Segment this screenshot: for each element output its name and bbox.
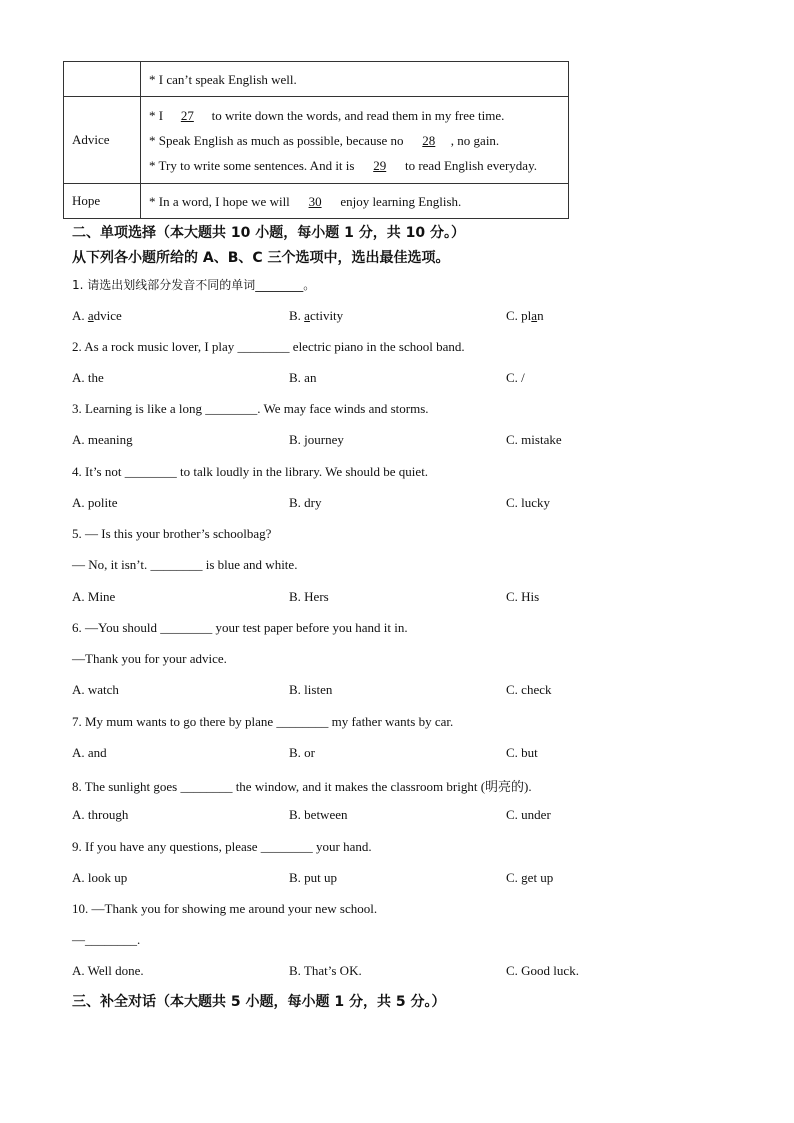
question-stem: 5. — Is this your brother’s schoolbag? xyxy=(72,526,272,541)
question-stem: 2. As a rock music lover, I play ________ electric piano in the school band. xyxy=(72,339,465,354)
notes-table xyxy=(63,61,569,219)
line-text: * In a word, I hope we will xyxy=(149,193,290,209)
option-a: A. meaning xyxy=(72,432,133,447)
question-stem: 1. 请选出划线部分发音不同的单词________。 xyxy=(72,278,316,292)
line-text: * Speak English as much as possible, because no xyxy=(149,132,404,148)
blank-28: 28 xyxy=(422,132,436,148)
table-line xyxy=(149,189,568,214)
option-a: A. and xyxy=(72,745,107,760)
option-prefix: C. pl xyxy=(506,308,532,323)
option-a: A. the xyxy=(72,370,104,385)
option-b: B. listen xyxy=(289,682,333,697)
line-text: enjoy learning English. xyxy=(340,193,462,209)
table-line xyxy=(149,153,568,178)
section2-instruction: 从下列各小题所给的 A、B、C 三个选项中，选出最佳选项。 xyxy=(72,250,450,266)
option-c: C. / xyxy=(506,370,525,385)
question-stem: 9. If you have any questions, please ________ your hand. xyxy=(72,839,372,854)
question-stem: 10. —Thank you for showing me around your new school. xyxy=(72,901,378,916)
row-label: Hope xyxy=(64,184,141,219)
blank-30: 30 xyxy=(308,193,322,209)
section2-title: 二、单项选择（本大题共 10 小题，每小题 1 分，共 10 分。） xyxy=(72,225,465,241)
line-text: to read English everyday. xyxy=(404,157,537,173)
option-rest: ctivity xyxy=(309,308,344,323)
option-prefix: B. xyxy=(289,308,305,323)
option-a: A. Well done. xyxy=(72,963,144,978)
table-line xyxy=(149,128,568,153)
underlined-letter: a xyxy=(87,308,94,323)
option-a xyxy=(72,308,122,324)
option-a: A. Mine xyxy=(72,589,116,604)
option-b: B. That’s OK. xyxy=(289,963,362,978)
blank-29: 29 xyxy=(373,157,387,173)
option-b: B. put up xyxy=(289,870,338,885)
underlined-letter: a xyxy=(304,308,310,323)
question-stem-2: — No, it isn’t. ________ is blue and white. xyxy=(72,557,298,572)
option-c xyxy=(506,308,544,324)
option-a: A. polite xyxy=(72,495,118,510)
option-b: B. an xyxy=(289,370,317,385)
option-prefix: A. xyxy=(72,308,88,323)
option-c: C. lucky xyxy=(506,495,551,510)
line-text: to write down the words, and read them in my free time. xyxy=(211,107,505,123)
option-a: A. look up xyxy=(72,870,128,885)
row-content xyxy=(141,184,569,219)
row-content xyxy=(141,97,569,184)
option-c: C. Good luck. xyxy=(506,963,579,978)
question-stem: 6. —You should ________ your test paper before you hand it in. xyxy=(72,620,408,635)
option-b xyxy=(289,308,343,324)
table-line: * I can’t speak English well. xyxy=(149,71,297,87)
question-stem-2: —________. xyxy=(72,932,141,947)
question-stem: 8. The sunlight goes ________ the window, and it makes the classroom bright (明亮的). xyxy=(72,779,532,794)
row-label xyxy=(64,62,141,97)
table-row xyxy=(64,62,569,97)
option-c: C. check xyxy=(506,682,552,697)
option-b: B. journey xyxy=(289,432,344,447)
section3-title: 三、补全对话（本大题共 5 小题，每小题 1 分，共 5 分。） xyxy=(72,994,446,1010)
option-c: C. His xyxy=(506,589,540,604)
option-b: B. Hers xyxy=(289,589,329,604)
option-a: A. through xyxy=(72,807,129,822)
option-c: C. mistake xyxy=(506,432,562,447)
question-stem: 7. My mum wants to go there by plane ________ my father wants by car. xyxy=(72,714,454,729)
question-stem-2: —Thank you for your advice. xyxy=(72,651,227,666)
line-text: * I xyxy=(149,107,164,123)
table-row xyxy=(64,97,569,184)
blank-27: 27 xyxy=(180,107,194,123)
option-rest: dvice xyxy=(93,308,122,323)
option-b: B. between xyxy=(289,807,348,822)
table-row xyxy=(64,184,569,219)
question-stem: 3. Learning is like a long ________. We may face winds and storms. xyxy=(72,401,429,416)
underlined-letter: a xyxy=(531,308,538,323)
option-c: C. get up xyxy=(506,870,554,885)
table-line xyxy=(149,103,568,128)
question-stem: 4. It’s not ________ to talk loudly in the library. We should be quiet. xyxy=(72,464,429,479)
option-b: B. or xyxy=(289,745,315,760)
option-a: A. watch xyxy=(72,682,119,697)
option-rest: n xyxy=(537,308,544,323)
option-c: C. but xyxy=(506,745,538,760)
line-text: * Try to write some sentences. And it is xyxy=(149,157,355,173)
option-c: C. under xyxy=(506,807,551,822)
row-content xyxy=(141,62,569,97)
row-label: Advice xyxy=(64,97,141,184)
option-b: B. dry xyxy=(289,495,322,510)
line-text: , no gain. xyxy=(450,132,500,148)
